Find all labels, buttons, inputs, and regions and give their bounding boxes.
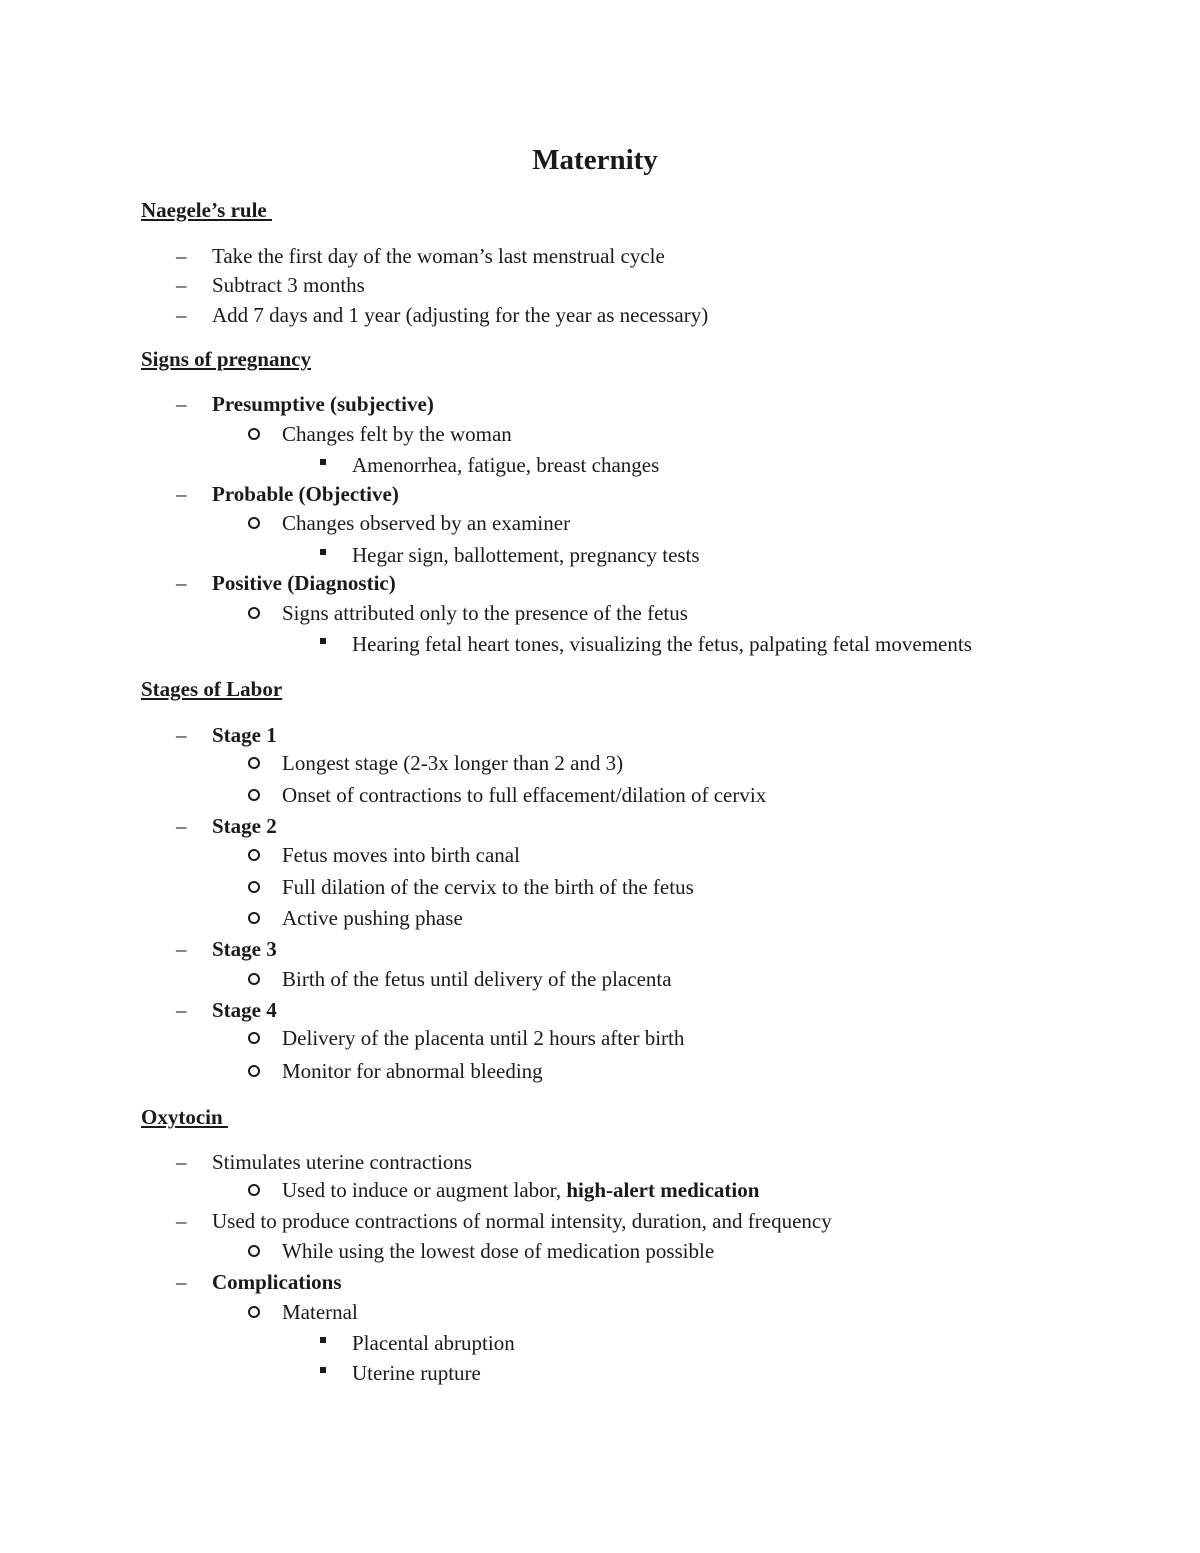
section-heading-labor: Stages of Labor	[141, 677, 283, 701]
circle-bullet-icon	[248, 881, 260, 893]
list-detail: Uterine rupture	[352, 1361, 481, 1385]
dash-bullet: –	[176, 482, 187, 506]
dash-bullet: –	[176, 937, 187, 961]
list-detail: Amenorrhea, fatigue, breast changes	[352, 453, 660, 477]
square-bullet-icon	[320, 1337, 326, 1343]
dash-bullet: –	[176, 814, 187, 838]
list-detail: Placental abruption	[352, 1331, 515, 1355]
square-bullet-icon	[320, 638, 326, 644]
list-detail: Hearing fetal heart tones, visualizing the fetus, palpating fetal movements	[352, 632, 972, 656]
circle-bullet-icon	[248, 428, 260, 440]
list-subitem-text: Used to induce or augment labor,	[282, 1178, 567, 1202]
circle-bullet-icon	[248, 607, 260, 619]
circle-bullet-icon	[248, 1306, 260, 1318]
dash-bullet: –	[176, 273, 187, 297]
circle-bullet-icon	[248, 912, 260, 924]
circle-bullet-icon	[248, 1245, 260, 1257]
dash-bullet: –	[176, 723, 187, 747]
list-item: Take the first day of the woman’s last menstrual cycle	[212, 244, 665, 268]
dash-bullet: –	[176, 392, 187, 416]
dash-bullet: –	[176, 303, 187, 327]
section-heading-oxytocin: Oxytocin	[141, 1105, 228, 1129]
high-alert-label: high-alert medication	[566, 1178, 760, 1202]
circle-bullet-icon	[248, 1032, 260, 1044]
dash-bullet: –	[176, 244, 187, 268]
dash-bullet: –	[176, 1209, 187, 1233]
list-item-stage-2: Stage 2	[212, 814, 277, 838]
list-subitem: Changes felt by the woman	[282, 422, 512, 446]
list-subitem	[282, 1176, 759, 1204]
list-subitem: Active pushing phase	[282, 906, 463, 930]
dash-bullet: –	[176, 1150, 187, 1174]
list-item-stage-4: Stage 4	[212, 998, 277, 1022]
list-item-presumptive: Presumptive (subjective)	[212, 392, 434, 416]
list-item: Add 7 days and 1 year (adjusting for the year as necessary)	[212, 303, 709, 327]
list-item: Stimulates uterine contractions	[212, 1150, 473, 1174]
list-item-positive: Positive (Diagnostic)	[212, 571, 396, 595]
circle-bullet-icon	[248, 757, 260, 769]
list-item-stage-3: Stage 3	[212, 937, 277, 961]
list-subitem: Birth of the fetus until delivery of the placenta	[282, 967, 672, 991]
dash-bullet: –	[176, 1270, 187, 1294]
list-subitem: Signs attributed only to the presence of the fetus	[282, 601, 688, 625]
square-bullet-icon	[320, 459, 326, 465]
list-item-complications: Complications	[212, 1270, 342, 1294]
circle-bullet-icon	[248, 973, 260, 985]
list-item-probable: Probable (Objective)	[212, 482, 399, 506]
list-detail: Hegar sign, ballottement, pregnancy tests	[352, 543, 700, 567]
list-subitem: Changes observed by an examiner	[282, 511, 571, 535]
list-subitem: Monitor for abnormal bleeding	[282, 1059, 543, 1083]
circle-bullet-icon	[248, 1184, 260, 1196]
list-item: Used to produce contractions of normal intensity, duration, and frequency	[212, 1209, 832, 1233]
list-item-stage-1: Stage 1	[212, 723, 277, 747]
list-subitem: Delivery of the placenta until 2 hours after birth	[282, 1026, 685, 1050]
section-heading-naegele: Naegele’s rule	[141, 198, 273, 222]
circle-bullet-icon	[248, 789, 260, 801]
list-item: Subtract 3 months	[212, 273, 365, 297]
list-subitem: Longest stage (2-3x longer than 2 and 3)	[282, 751, 624, 775]
list-subitem: Onset of contractions to full effacement/dilation of cervix	[282, 783, 767, 807]
square-bullet-icon	[320, 549, 326, 555]
circle-bullet-icon	[248, 849, 260, 861]
list-subitem: Fetus moves into birth canal	[282, 843, 520, 867]
list-subitem: Full dilation of the cervix to the birth of the fetus	[282, 875, 694, 899]
list-subitem: Maternal	[282, 1300, 358, 1324]
list-subitem: While using the lowest dose of medication possible	[282, 1239, 715, 1263]
dash-bullet: –	[176, 998, 187, 1022]
dash-bullet: –	[176, 571, 187, 595]
circle-bullet-icon	[248, 517, 260, 529]
square-bullet-icon	[320, 1367, 326, 1373]
section-heading-signs: Signs of pregnancy	[141, 347, 311, 371]
circle-bullet-icon	[248, 1065, 260, 1077]
page-title: Maternity	[532, 144, 658, 176]
